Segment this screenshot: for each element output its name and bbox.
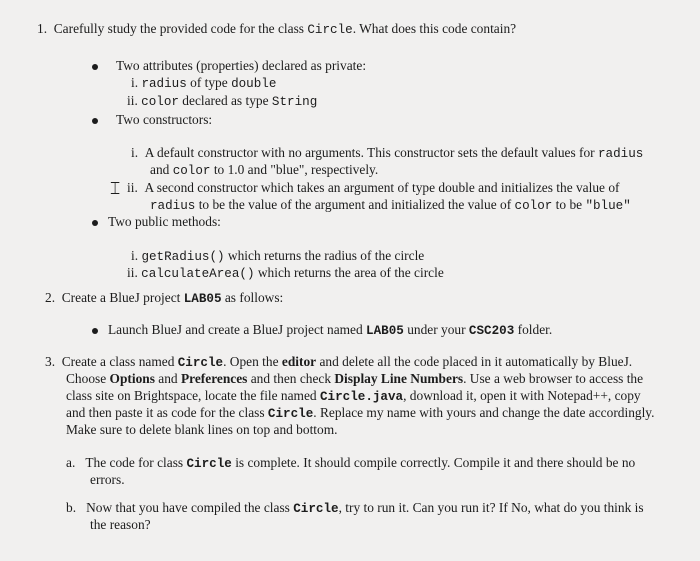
q2-text: Create a BlueJ project [61, 290, 184, 305]
bullet-icon [92, 328, 98, 334]
q1-line [37, 21, 516, 38]
q1-code: Circle [307, 23, 353, 37]
q3a-text: is complete. It should compile correctly. Compile it and there should be no [231, 455, 636, 470]
q3b-label: b. [66, 500, 77, 515]
item-text: which returns the radius of the circle [224, 248, 425, 263]
q2-bullet-code: LAB05 [366, 324, 404, 338]
q3-text: Choose [66, 371, 110, 386]
item-code: color [514, 199, 553, 213]
q3-number: 3. [45, 354, 56, 369]
methods-heading: Two public methods: [108, 214, 221, 229]
q3b-text: Now that you have compiled the class [86, 500, 294, 515]
item-code: color [172, 164, 211, 178]
item-text: and [150, 162, 173, 177]
item-text: of type [186, 75, 232, 90]
constructor-2-line-2 [150, 197, 631, 214]
q3-code: Circle [267, 407, 314, 421]
q3-text: , download it, open it with Notepad++, copy [403, 388, 641, 403]
bullet-icon [92, 220, 98, 226]
item-text: declared as type [178, 93, 272, 108]
item-number: i. [131, 75, 139, 90]
item-code: radius [141, 77, 187, 91]
constructor-1-line-2 [150, 162, 378, 179]
q3a-text: The code for class [85, 455, 187, 470]
q3-text: and then paste it as code for the class [66, 405, 268, 420]
bullet-icon [92, 118, 98, 124]
q3-line-1 [45, 354, 632, 371]
q3a-label: a. [66, 455, 76, 470]
item-text: to 1.0 and "blue", respectively. [210, 162, 379, 177]
constructors-heading: Two constructors: [116, 112, 213, 127]
q2-number: 2. [45, 290, 56, 305]
q2-text-end: as follows: [221, 290, 284, 305]
q1-text-end: . What does this code contain? [352, 21, 517, 36]
q2-bullet-code: CSC203 [468, 324, 515, 338]
q3a-line-1 [66, 455, 635, 472]
item-code: double [231, 77, 277, 91]
q3-line-3 [66, 388, 641, 405]
item-code: getRadius() [141, 250, 225, 264]
q2-line [45, 290, 283, 307]
item-number: ii. [127, 93, 138, 108]
item-code: color [141, 95, 179, 109]
q3b-line-1 [66, 500, 644, 517]
q3-line-4 [66, 405, 654, 422]
item-number: ii. [127, 265, 138, 280]
q3-bold: editor [281, 354, 317, 369]
q1-text: Carefully study the provided code for the class [53, 21, 308, 36]
q2-bullet-text: under your [403, 322, 469, 337]
q3-text: and [154, 371, 181, 386]
q3-line-5: Make sure to delete blank lines on top and bottom. [66, 422, 338, 437]
attributes-heading: Two attributes (properties) declared as private: [116, 58, 367, 73]
attribute-item-radius [131, 75, 276, 92]
item-code: calculateArea() [141, 267, 255, 281]
item-number: ii. [127, 180, 138, 195]
q3b-line-2: the reason? [90, 517, 151, 532]
q3-code: Circle.java [319, 390, 404, 404]
q3-text: . Replace my name with yours and change the date accordingly. [313, 405, 655, 420]
q1-number: 1. [37, 21, 48, 36]
bullet-icon [92, 64, 98, 70]
q2-bullet-text: folder. [514, 322, 553, 337]
q3a-code: Circle [186, 457, 232, 471]
item-number: i. [131, 145, 139, 160]
q3-text: and delete all the code placed in it automatically by BlueJ. [316, 354, 633, 369]
q3-code: Circle [177, 356, 224, 370]
q2-code: LAB05 [183, 292, 222, 306]
q3-text: class site on Brightspace, locate the file named [66, 388, 320, 403]
q3-text: . Open the [223, 354, 282, 369]
item-text: to be [552, 197, 586, 212]
constructor-2-line-1 [127, 180, 619, 196]
q3b-code: Circle [293, 502, 339, 516]
item-code: radius [597, 147, 644, 161]
item-number: i. [131, 248, 139, 263]
method-item-calculatearea [127, 265, 444, 282]
item-text: to be the value of the argument and initialized the value of [195, 197, 515, 212]
q2-bullet [108, 322, 552, 339]
method-item-getradius [131, 248, 424, 265]
q3-bold: Options [109, 371, 155, 386]
text-cursor-icon: ⌶ [110, 179, 121, 198]
item-code: radius [150, 199, 196, 213]
attribute-item-color [127, 93, 317, 110]
item-text: which returns the area of the circle [254, 265, 444, 280]
constructor-1-line-1 [131, 145, 643, 162]
q3-bold: Preferences [180, 371, 248, 386]
q3-text: . Use a web browser to access the [463, 371, 644, 386]
item-code: String [271, 95, 318, 109]
q3b-text: , try to run it. Can you run it? If No, what do you think is [338, 500, 644, 515]
q3-line-2 [66, 371, 643, 387]
item-text: A default constructor with no arguments. This constructor sets the default values for [144, 145, 598, 160]
item-text: A second constructor which takes an argument of type double and initializes the value of [144, 180, 620, 195]
q3a-line-2: errors. [90, 472, 125, 487]
q2-bullet-text: Launch BlueJ and create a BlueJ project named [108, 322, 367, 337]
q3-text: and then check [247, 371, 335, 386]
q3-text: Create a class named [61, 354, 178, 369]
item-code: "blue" [585, 199, 631, 213]
q3-bold: Display Line Numbers [334, 371, 464, 386]
